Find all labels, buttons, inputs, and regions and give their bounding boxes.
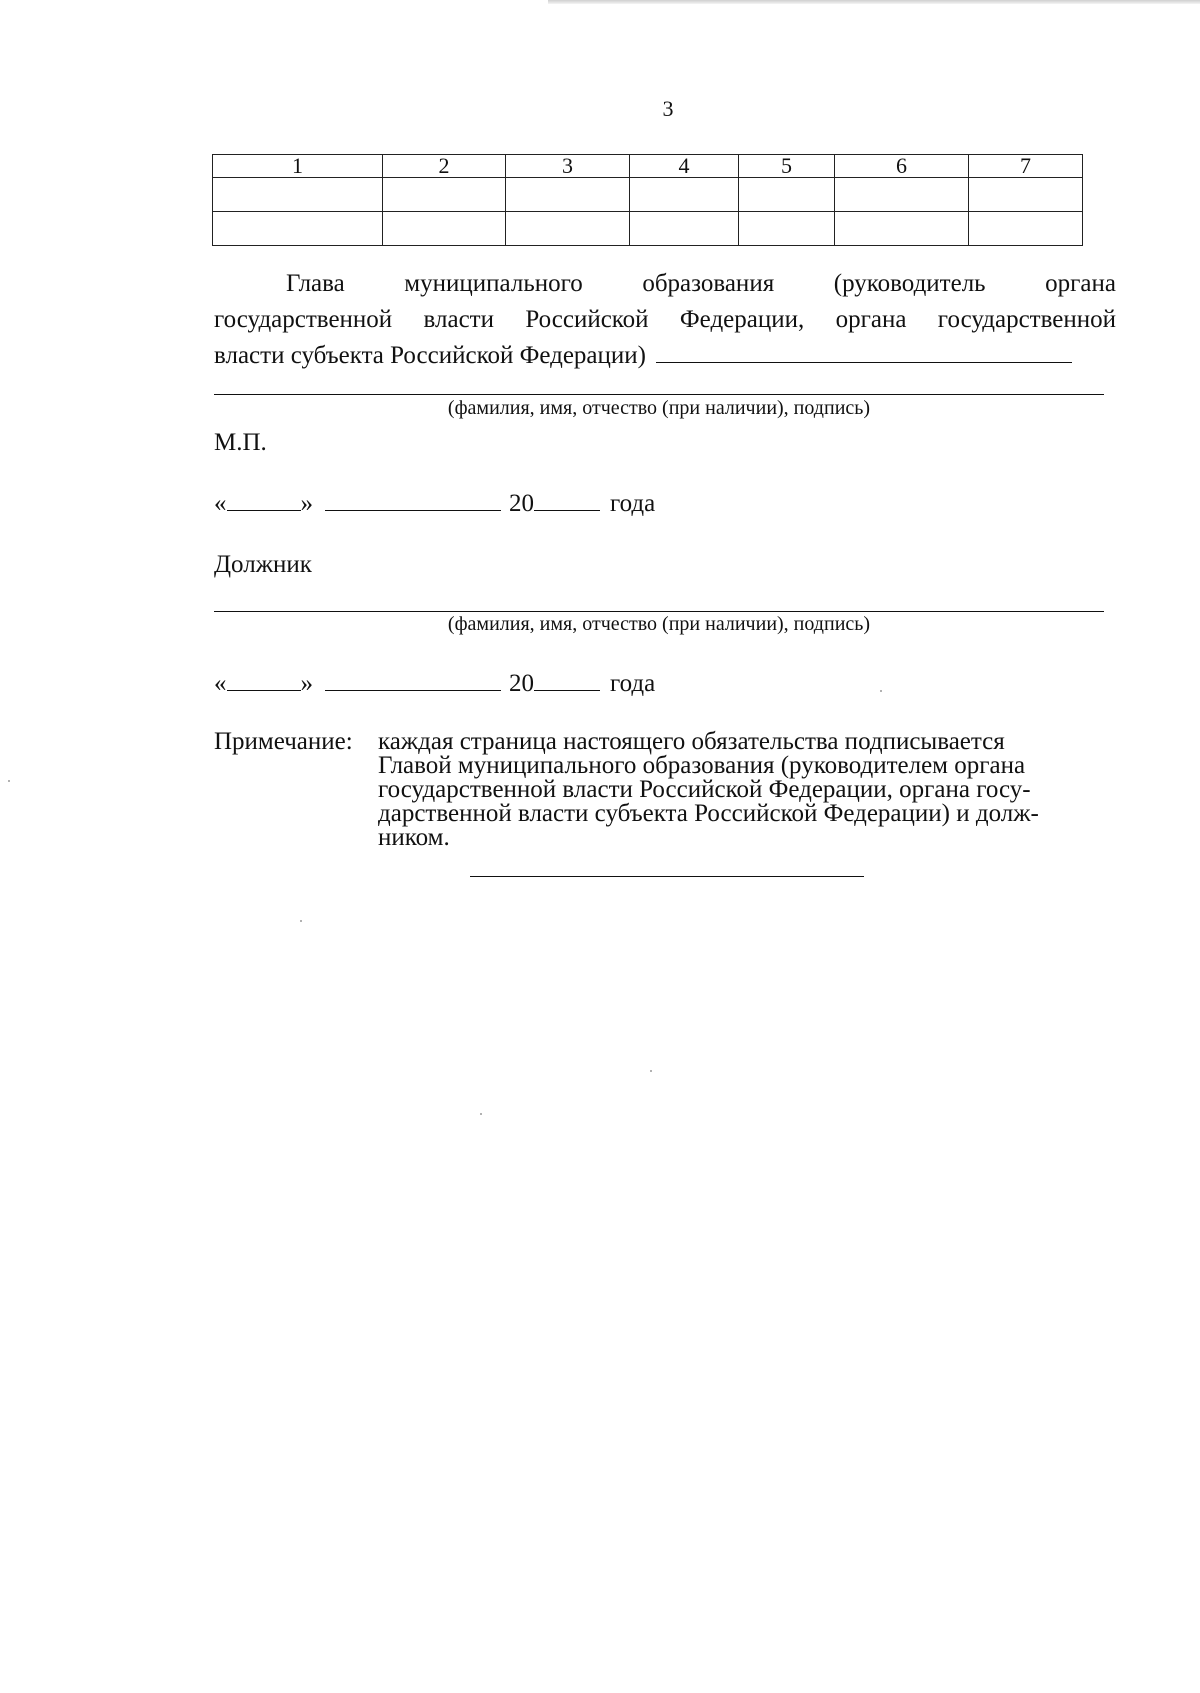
note-label: Примечание: xyxy=(214,728,353,755)
table-cell xyxy=(739,178,835,212)
note-text: каждая страница настоящего обязательства подписывается Главой муниципального образования (руководителем органа государственной власти Российской Федерации, органа госу- дарственной власти субъекта Российской Федерации) и долж- ником. xyxy=(378,728,1039,851)
table-cell xyxy=(213,212,383,246)
table-cell xyxy=(835,178,969,212)
scan-edge-shadow xyxy=(548,0,1200,4)
data-table xyxy=(212,154,1083,246)
year-blank[interactable] xyxy=(534,668,600,691)
paragraph-line: государственной власти Российской Федерации, органа государственной xyxy=(214,306,1116,333)
table-cell xyxy=(739,212,835,246)
table-cell xyxy=(506,178,630,212)
table-row xyxy=(213,178,1083,212)
table-header-row xyxy=(213,155,1083,178)
table-cell xyxy=(383,212,506,246)
head-of-municipality-paragraph xyxy=(214,266,1116,374)
year-blank[interactable] xyxy=(534,488,600,511)
column-number: 4 xyxy=(630,155,739,178)
day-blank[interactable] xyxy=(227,488,301,511)
paragraph-line: власти субъекта Российской Федерации) xyxy=(214,338,1116,374)
table-cell xyxy=(969,212,1083,246)
note-block xyxy=(214,730,1110,850)
table-cell xyxy=(969,178,1083,212)
signature-full-line[interactable] xyxy=(214,394,1104,395)
signature-caption: (фамилия, имя, отчество (при наличии), подпись) xyxy=(447,613,871,635)
column-number: 1 xyxy=(213,155,383,178)
date-line: « » 20 года xyxy=(214,490,656,517)
table-row xyxy=(213,212,1083,246)
column-number: 7 xyxy=(969,155,1083,178)
month-blank[interactable] xyxy=(325,668,501,691)
table-cell xyxy=(506,212,630,246)
table-cell xyxy=(630,178,739,212)
table-cell xyxy=(835,212,969,246)
stamp-label: М.П. xyxy=(214,429,267,456)
debtor-label: Должник xyxy=(214,551,312,578)
signature-blank-line[interactable] xyxy=(656,338,1072,363)
signature-caption: (фамилия, имя, отчество (при наличии), подпись) xyxy=(447,397,871,419)
column-number: 3 xyxy=(506,155,630,178)
column-number: 2 xyxy=(383,155,506,178)
table-cell xyxy=(383,178,506,212)
table-cell xyxy=(213,178,383,212)
closing-rule xyxy=(470,876,864,877)
page-number: 3 xyxy=(662,96,674,121)
column-number: 6 xyxy=(835,155,969,178)
column-number: 5 xyxy=(739,155,835,178)
date-line: « » 20 года xyxy=(214,670,656,697)
month-blank[interactable] xyxy=(325,488,501,511)
day-blank[interactable] xyxy=(227,668,301,691)
table-cell xyxy=(630,212,739,246)
paragraph-line: Глава муниципального образования (руководитель органа xyxy=(286,270,1116,297)
